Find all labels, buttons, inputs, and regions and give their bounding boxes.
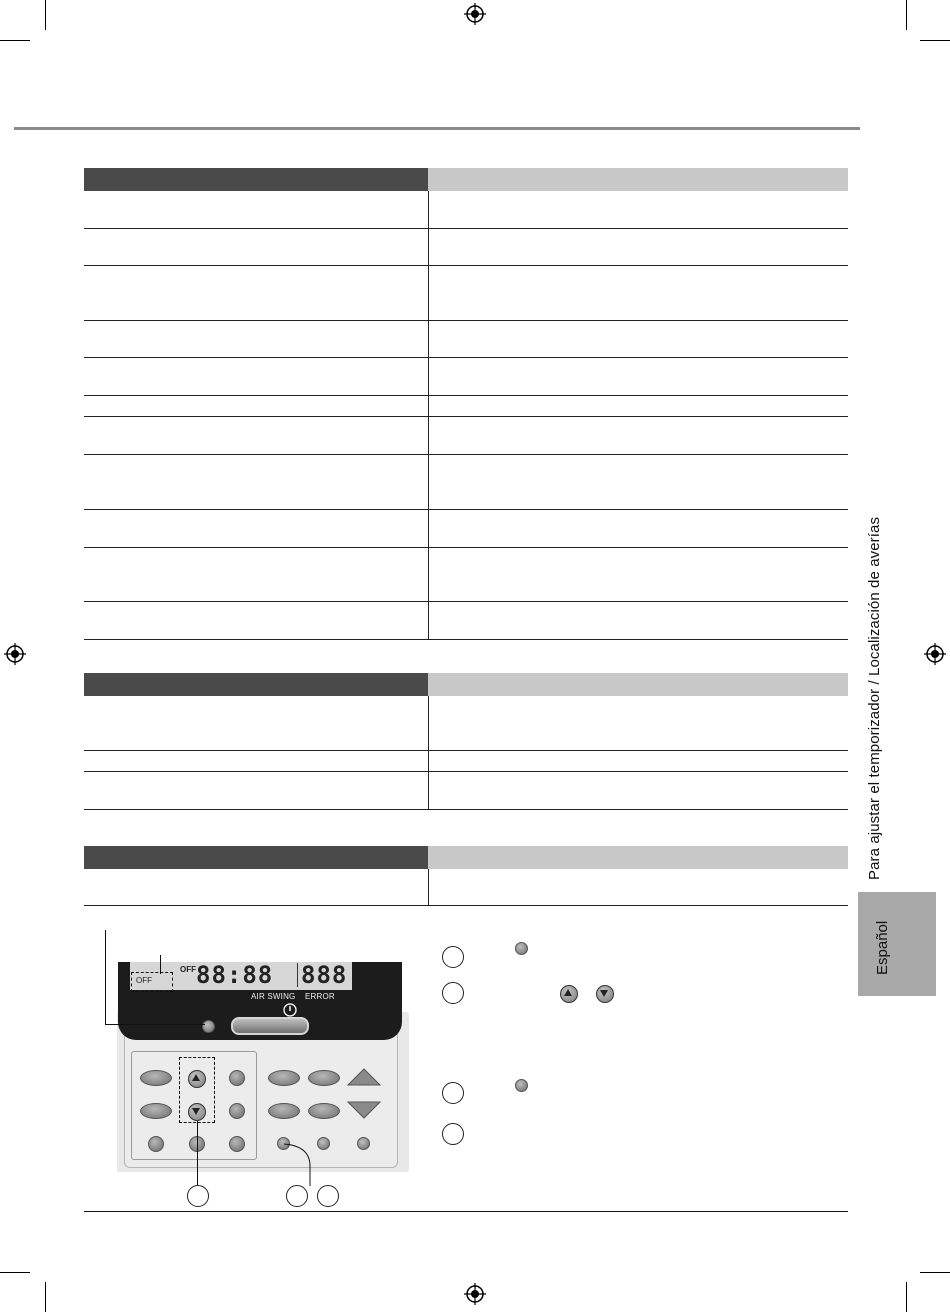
- header-rule: [14, 127, 860, 130]
- remote-button[interactable]: [268, 1103, 300, 1119]
- step-circle: [442, 1123, 464, 1145]
- step-circle: [442, 982, 464, 1004]
- table-header: [84, 168, 848, 191]
- leader-line: [284, 1140, 334, 1186]
- temp-up-icon[interactable]: [347, 1068, 381, 1086]
- language-tab: [858, 892, 936, 996]
- step-circle: [442, 1082, 464, 1104]
- timer-indicator-lamp: [202, 1020, 215, 1033]
- bottom-rule: [84, 1211, 848, 1212]
- remote-button[interactable]: [308, 1103, 340, 1119]
- crop-mark: [45, 0, 46, 30]
- table-row: [84, 229, 848, 266]
- table-row: [84, 417, 848, 455]
- timer-button-icon: [515, 942, 528, 955]
- table-header: [84, 846, 848, 869]
- table-header-cause: [428, 168, 848, 191]
- error-label: ERROR: [305, 992, 335, 1001]
- lcd-time: 88:88: [196, 961, 274, 989]
- troubleshooting-table-2: [84, 673, 848, 810]
- table-row: [84, 602, 848, 640]
- registration-mark-icon: [464, 3, 486, 25]
- callout-circle: [286, 1185, 308, 1207]
- troubleshooting-table-3: [84, 846, 848, 906]
- crop-mark: [0, 40, 30, 41]
- timer-button-icon: [515, 1079, 528, 1092]
- table-row: [84, 548, 848, 602]
- remote-button[interactable]: [308, 1070, 340, 1086]
- air-swing-label: AIR SWING: [251, 992, 296, 1001]
- up-arrow-icon: [563, 988, 573, 998]
- table-row: [84, 321, 848, 358]
- crop-mark: [920, 1272, 950, 1273]
- table-row: [84, 869, 848, 906]
- table-header-cause: [428, 846, 848, 869]
- table-row: [84, 191, 848, 229]
- table-row: [84, 455, 848, 510]
- remote-button[interactable]: [148, 1136, 164, 1152]
- table-row: [84, 358, 848, 396]
- crop-mark: [906, 0, 907, 30]
- remote-button[interactable]: [268, 1070, 300, 1086]
- remote-button[interactable]: [229, 1070, 245, 1086]
- lcd-off-small: OFF: [180, 965, 196, 974]
- table-row: [84, 751, 848, 772]
- registration-mark-icon: [4, 643, 26, 665]
- callout-circle: [317, 1185, 339, 1207]
- lcd-divider: [297, 963, 298, 987]
- callout-circle: [187, 1185, 209, 1207]
- table-row: [84, 266, 848, 321]
- temp-down-icon[interactable]: [347, 1101, 381, 1119]
- step-circle: [442, 946, 464, 968]
- table-header-symptom: [84, 846, 428, 869]
- table-header-symptom: [84, 673, 428, 696]
- remote-button[interactable]: [229, 1103, 245, 1119]
- power-icon: [283, 1003, 297, 1017]
- leader-line: [197, 1121, 198, 1186]
- table-row: [84, 510, 848, 548]
- remote-button[interactable]: [140, 1103, 172, 1119]
- remote-button[interactable]: [229, 1136, 245, 1152]
- crop-mark: [920, 40, 950, 41]
- crop-mark: [45, 1282, 46, 1312]
- table-row: [84, 772, 848, 810]
- lcd-off-indicator: OFF: [136, 976, 152, 985]
- side-section-title: Para ajustar el temporizador / Localización de averías: [866, 516, 883, 880]
- table-row: [84, 396, 848, 417]
- table-header-symptom: [84, 168, 428, 191]
- leader-line: [105, 1024, 205, 1025]
- table-row: [84, 696, 848, 751]
- on-off-button[interactable]: [231, 1017, 309, 1035]
- crop-mark: [0, 1272, 30, 1273]
- down-arrow-icon: [599, 988, 609, 998]
- leader-line: [160, 955, 161, 974]
- timer-arrows-highlight: [179, 1057, 215, 1123]
- table-header: [84, 673, 848, 696]
- lcd-code: 888: [301, 961, 348, 989]
- off-highlight-box: [131, 972, 173, 992]
- registration-mark-icon: [464, 1283, 486, 1305]
- remote-button[interactable]: [357, 1137, 370, 1150]
- leader-line: [105, 930, 106, 1024]
- language-tab-label: Español: [874, 920, 891, 975]
- table-header-cause: [428, 673, 848, 696]
- remote-button[interactable]: [140, 1070, 172, 1086]
- crop-mark: [906, 1282, 907, 1312]
- troubleshooting-table-1: [84, 168, 848, 640]
- registration-mark-icon: [924, 643, 946, 665]
